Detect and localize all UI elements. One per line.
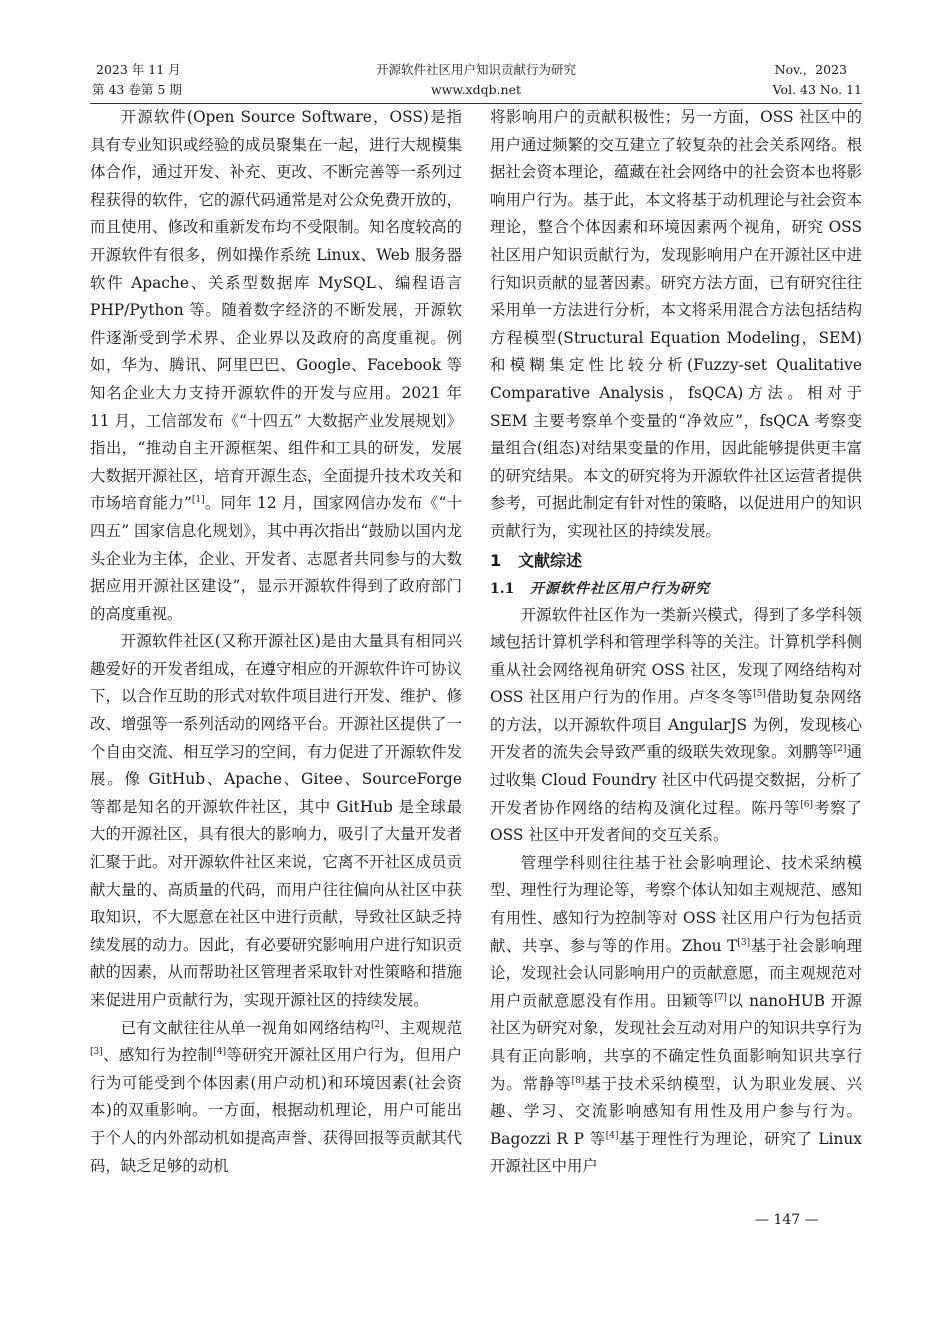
citation[interactable]: [7] [714,992,727,1003]
right-column [490,104,862,1181]
paragraph: 开源软件社区(又称开源社区)是由大量具有相同兴趣爱好的开发者组成，在遵守相应的开源软件许可协议下，以合作互助的形式对软件项目进行开发、维护、修改、增强等一系列活动的网络平台。开源社区提供了一个自由交流、相互学习的空间，有力促进了开源软件发展。像 GitHub、Apache、Gitee、SourceForge 等都是知名的开源软件社区，其中 GitHub 是全球最大的开源社区，具有很大的影响力，吸引了大量开发者汇聚于此。对开源软件社区来说，它离不开社区成员贡献大量的、高质量的代码，而用户往往偏向从社区中获取知识，不大愿意在社区中进行贡献，导致社区缺乏持续发展的动力。因此，有必要研究影响用户进行知识贡献的因素，从而帮助社区管理者采取针对性策略和措施来促进用户贡献行为，实现开源社区的持续发展。 [90,632,462,1009]
subsection-heading: 1.1 开源软件社区用户行为研究 [490,580,710,597]
citation[interactable]: [1] [191,495,205,506]
citation[interactable]: [5] [753,689,766,700]
paragraph: 开源软件社区作为一类新兴模式，得到了多学科领域包括计算机学科和管理学科等的关注。计算机学科侧重从社会网络视角研究 OSS 社区，发现了网络结构对 OSS 社区用户行为的作用。卢冬冬等[5]借助复杂网络的方法，以开源软件项目 AngularJS 为例，发现核心开发者的流失会导致严重的级联失效现象。刘鹏等[2]通过收集 Cloud Foundry 社区中代码提交数据，分析了开发者协作网络的结构及演化过程。陈丹等[6]考察了 OSS 社区中开发者间的交互关系。 [490,605,862,845]
citation[interactable]: [2] [833,744,847,755]
citation[interactable]: [4] [213,1047,226,1058]
paragraph: 已有文献往往从单一视角如网络结构[2]、主观规范[3]、感知行为控制[4]等研究开源社区用户行为，但用户行为可能受到个体因素(用户动机)和环境因素(社会资本)的双重影响。一方面，根据动机理论，用户可能出于个人的内外部动机如提高声誉、获得回报等贡献其代码，缺乏足够的动机 [90,1018,462,1175]
citation[interactable]: [3] [90,1047,103,1058]
left-column [90,104,462,1180]
header-website: www.xdqb.net [430,82,522,97]
header-journal-title: 开源软件社区用户知识贡献行为研究 [375,62,576,77]
citation[interactable]: [4] [605,1130,619,1141]
paragraph: 开源软件(Open Source Software，OSS)是指具有专业知识或经验的成员聚集在一起，进行大规模集体合作，通过开发、补充、更改、不断完善等一系列过程获得的软件，它的源代码通常是对公众免费开放的，而且使用、修改和重新发布均不受限制。知名度较高的开源软件有很多，例如操作系统 Linux、Web 服务器软件 Apache、关系型数据库 MySQL、编程语言 PHP/Python 等。随着数字经济的不断发展，开源软件逐渐受到学术界、企业界以及政府的高度重视。例如，华为、腾讯、阿里巴巴、Google、Facebook 等知名企业大力支持开源软件的开发与应用。2021 年 11 月，工信部发布《“十四五” 大数据产业发展规划》指出，“推动自主开源框架、组件和工具的研发，发展大数据开源社区，培育开源生态，全面提升技术攻关和市场培育能力”[1]。同年 12 月，国家网信办发布《“十四五” 国家信息化规划》，其中再次指出“鼓励以国内龙头企业为主体，企业、开发者、志愿者共同参与的大数据应用开源社区建设”，显示开源软件得到了政府部门的高度重视。 [90,108,462,623]
citation[interactable]: [6] [800,799,813,810]
paragraph: 管理学科则往往基于社会影响理论、技术采纳模型、理性行为理论等，考察个体认知如主观规范、感知有用性、感知行为控制等对 OSS 社区用户行为包括贡献、共享、参与等的作用。Zhou T[3]基于社会影响理论，发现社会认同影响用户的贡献意愿，而主观规范对用户贡献意愿没有作用。田颖等[7]以 nanoHUB 开源社区为研究对象，发现社会互动对用户的知识共享行为具有正向影响，共享的不确定性负面影响知识共享行为。常静等[8]基于技术采纳模型，认为职业发展、兴趣、学习、交流影响感知有用性及用户参与行为。Bagozzi R P 等[4]基于理性行为理论，研究了 Linux 开源社区中用户 [490,853,862,1176]
header-volume-cn: 第 43 卷第 5 期 [92,82,182,97]
citation[interactable]: [8] [571,1075,585,1086]
paragraph: 将影响用户的贡献积极性；另一方面，OSS 社区中的用户通过频繁的交互建立了较复杂的社会关系网络。根据社会资本理论，蕴藏在社会网络中的社会资本也将影响用户行为。基于此，本文将基于动机理论与社会资本理论，整合个体因素和环境因素两个视角，研究 OSS 社区用户知识贡献行为，发现影响用户在开源社区中进行知识贡献的显著因素。研究方法方面，已有研究往往采用单一方法进行分析，本文将采用混合方法包括结构方程模型(Structural Equation Modeling，SEM)和模糊集定性比较分析(Fuzzy-set Qualitative Comparative Analysis，fsQCA)方法。相对于 SEM 主要考察单个变量的“净效应”，fsQCA 考察变量组合(组态)对结果变量的作用，因此能够提供更丰富的研究结果。本文的研究将为开源软件社区运营者提供参考，可据此制定有针对性的策略，以促进用户的知识贡献行为，实现社区的持续发展。 [490,108,862,540]
header-date-cn: 2023 年 11 月 [96,62,181,77]
citation[interactable]: [2] [371,1019,384,1030]
section-heading: 1 文献综述 [490,550,583,570]
citation[interactable]: [3] [737,937,751,948]
header-date-en: Nov.，2023 [774,62,847,77]
page-number: — 147 — [755,1212,819,1228]
header-volume-en: Vol. 43 No. 11 [772,82,862,97]
